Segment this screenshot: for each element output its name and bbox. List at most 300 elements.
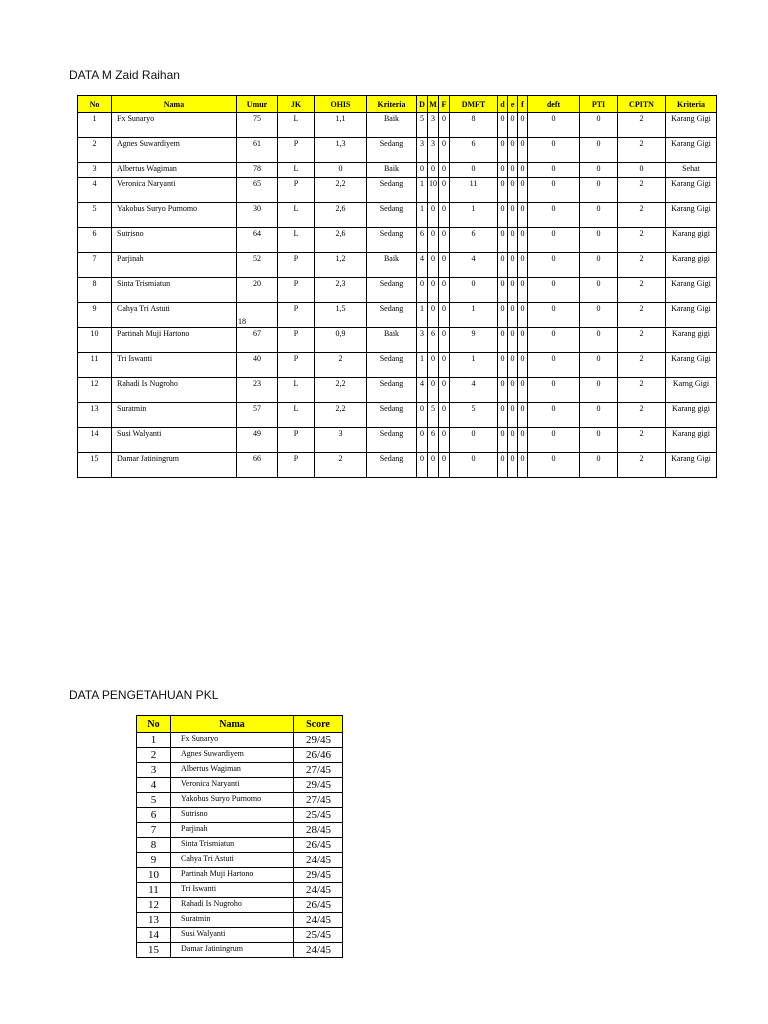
cell-d-small: 0 <box>498 253 508 278</box>
cell-kriteria: Sedang <box>367 278 417 303</box>
cell-score: 25/45 <box>294 928 343 943</box>
cell-f-small: 0 <box>518 163 528 178</box>
cell-e: 0 <box>508 138 518 163</box>
cell-kriteria: Sedang <box>367 353 417 378</box>
cell-score: 26/46 <box>294 748 343 763</box>
cell-f: 0 <box>439 278 450 303</box>
cell-d-small: 0 <box>498 378 508 403</box>
cell-kriteria-2: Karang Gigi <box>666 113 717 138</box>
table-row <box>137 778 343 793</box>
cell-dmft: 1 <box>450 203 498 228</box>
cell-pti: 0 <box>580 303 618 328</box>
cell-nama: Sinta Trismiatun <box>171 838 294 853</box>
cell-deft: 0 <box>528 228 580 253</box>
cell-d-small: 0 <box>498 303 508 328</box>
cell-cpitn: 2 <box>618 303 666 328</box>
cell-cpitn: 2 <box>618 178 666 203</box>
cell-pti: 0 <box>580 228 618 253</box>
cell-d: 4 <box>417 253 428 278</box>
cell-e: 0 <box>508 453 518 478</box>
cell-cpitn: 2 <box>618 353 666 378</box>
header-deft: deft <box>528 96 580 113</box>
cell-cpitn: 2 <box>618 253 666 278</box>
cell-kriteria: Sedang <box>367 428 417 453</box>
table-row <box>78 353 717 378</box>
cell-nama: Agnes Suwardiyem <box>171 748 294 763</box>
cell-d-small: 0 <box>498 163 508 178</box>
table-row <box>137 838 343 853</box>
cell-f-small: 0 <box>518 253 528 278</box>
cell-nama: Yakobus Suryo Purnomo <box>112 203 237 228</box>
table-row <box>78 428 717 453</box>
cell-e: 0 <box>508 163 518 178</box>
cell-cpitn: 2 <box>618 378 666 403</box>
cell-umur: 49 <box>237 428 278 453</box>
cell-kriteria-2: Karang Gigi <box>666 203 717 228</box>
cell-jk: P <box>278 353 315 378</box>
cell-deft: 0 <box>528 403 580 428</box>
cell-ohis: 2,3 <box>315 278 367 303</box>
cell-f: 0 <box>439 428 450 453</box>
table-row <box>137 868 343 883</box>
cell-f: 0 <box>439 253 450 278</box>
cell-dmft: 0 <box>450 278 498 303</box>
header-e: e <box>508 96 518 113</box>
cell-cpitn: 2 <box>618 113 666 138</box>
cell-f: 0 <box>439 113 450 138</box>
cell-f-small: 0 <box>518 228 528 253</box>
cell-deft: 0 <box>528 178 580 203</box>
cell-jk: P <box>278 253 315 278</box>
cell-nama: Fx Sunaryo <box>171 733 294 748</box>
cell-no: 4 <box>137 778 171 793</box>
table-row <box>137 763 343 778</box>
cell-e: 0 <box>508 253 518 278</box>
cell-dmft: 0 <box>450 428 498 453</box>
cell-jk: P <box>278 138 315 163</box>
cell-kriteria: Sedang <box>367 178 417 203</box>
cell-nama: Parjinah <box>171 823 294 838</box>
cell-cpitn: 2 <box>618 278 666 303</box>
cell-kriteria-2: Karang gigi <box>666 253 717 278</box>
cell-m: 6 <box>428 328 439 353</box>
cell-nama: Sutrisno <box>112 228 237 253</box>
cell-nama: Suratmin <box>171 913 294 928</box>
cell-nama: Cahya Tri Astuti <box>112 303 237 328</box>
cell-nama: Partinah Muji Hartono <box>112 328 237 353</box>
cell-d: 6 <box>417 228 428 253</box>
header-f: F <box>439 96 450 113</box>
cell-deft: 0 <box>528 328 580 353</box>
cell-kriteria: Sedang <box>367 228 417 253</box>
cell-m: 6 <box>428 428 439 453</box>
header-nama: Nama <box>171 716 294 733</box>
cell-f-small: 0 <box>518 178 528 203</box>
table-row <box>137 733 343 748</box>
cell-nama: Agnes Suwardiyem <box>112 138 237 163</box>
cell-no: 9 <box>78 303 112 328</box>
cell-pti: 0 <box>580 403 618 428</box>
cell-deft: 0 <box>528 428 580 453</box>
cell-umur: 40 <box>237 353 278 378</box>
cell-pti: 0 <box>580 353 618 378</box>
cell-kriteria: Sedang <box>367 303 417 328</box>
cell-no: 8 <box>137 838 171 853</box>
cell-e: 0 <box>508 403 518 428</box>
cell-jk: P <box>278 178 315 203</box>
cell-umur: 67 <box>237 328 278 353</box>
cell-d: 1 <box>417 303 428 328</box>
header-f-small: f <box>518 96 528 113</box>
cell-no: 9 <box>137 853 171 868</box>
cell-no: 13 <box>78 403 112 428</box>
cell-m: 0 <box>428 303 439 328</box>
cell-m: 0 <box>428 253 439 278</box>
cell-nama: Parjinah <box>112 253 237 278</box>
cell-nama: Fx Sunaryo <box>112 113 237 138</box>
cell-cpitn: 2 <box>618 403 666 428</box>
cell-d: 1 <box>417 353 428 378</box>
cell-deft: 0 <box>528 253 580 278</box>
cell-d: 0 <box>417 163 428 178</box>
table-header-row <box>137 716 343 733</box>
cell-f-small: 0 <box>518 353 528 378</box>
section-title-zaid-raihan: DATA M Zaid Raihan <box>69 68 180 82</box>
cell-nama: Cahya Tri Astuti <box>171 853 294 868</box>
cell-e: 0 <box>508 428 518 453</box>
cell-umur: 61 <box>237 138 278 163</box>
cell-nama: Veronica Naryanti <box>112 178 237 203</box>
header-kriteria: Kriteria <box>367 96 417 113</box>
cell-m: 3 <box>428 138 439 163</box>
cell-nama: Partinah Muji Hartono <box>171 868 294 883</box>
cell-m: 0 <box>428 228 439 253</box>
cell-jk: L <box>278 113 315 138</box>
cell-umur: 65 <box>237 178 278 203</box>
cell-score: 24/45 <box>294 943 343 958</box>
cell-d: 1 <box>417 178 428 203</box>
table-row <box>137 928 343 943</box>
cell-kriteria: Baik <box>367 163 417 178</box>
cell-d-small: 0 <box>498 353 508 378</box>
header-no: No <box>137 716 171 733</box>
cell-umur: 23 <box>237 378 278 403</box>
cell-kriteria-2: Karang gigi <box>666 228 717 253</box>
header-nama: Nama <box>112 96 237 113</box>
cell-no: 14 <box>137 928 171 943</box>
header-pti: PTI <box>580 96 618 113</box>
cell-ohis: 0,9 <box>315 328 367 353</box>
cell-ohis: 1,1 <box>315 113 367 138</box>
cell-f: 0 <box>439 163 450 178</box>
cell-nama: Albertus Wagiman <box>112 163 237 178</box>
table-row <box>78 178 717 203</box>
cell-no: 6 <box>137 808 171 823</box>
cell-ohis: 2,6 <box>315 203 367 228</box>
cell-m: 0 <box>428 353 439 378</box>
cell-dmft: 4 <box>450 378 498 403</box>
cell-e: 0 <box>508 203 518 228</box>
header-cpitn: CPITN <box>618 96 666 113</box>
cell-ohis: 1,3 <box>315 138 367 163</box>
cell-d: 0 <box>417 278 428 303</box>
cell-cpitn: 2 <box>618 453 666 478</box>
cell-score: 27/45 <box>294 793 343 808</box>
cell-no: 1 <box>137 733 171 748</box>
cell-no: 2 <box>78 138 112 163</box>
cell-d-small: 0 <box>498 428 508 453</box>
table-row <box>137 883 343 898</box>
cell-d: 0 <box>417 428 428 453</box>
cell-umur: 52 <box>237 253 278 278</box>
cell-cpitn: 2 <box>618 328 666 353</box>
cell-kriteria-2: Karang Gigi <box>666 353 717 378</box>
cell-cpitn: 2 <box>618 138 666 163</box>
cell-jk: P <box>278 453 315 478</box>
cell-cpitn: 2 <box>618 428 666 453</box>
cell-pti: 0 <box>580 278 618 303</box>
cell-kriteria-2: Karng Gigi <box>666 378 717 403</box>
cell-no: 12 <box>137 898 171 913</box>
cell-e: 0 <box>508 278 518 303</box>
cell-m: 0 <box>428 453 439 478</box>
cell-dmft: 8 <box>450 113 498 138</box>
header-kriteria-2: Kriteria <box>666 96 717 113</box>
cell-deft: 0 <box>528 378 580 403</box>
header-score: Score <box>294 716 343 733</box>
cell-ohis: 2 <box>315 353 367 378</box>
table-row <box>137 943 343 958</box>
cell-d-small: 0 <box>498 403 508 428</box>
cell-m: 0 <box>428 163 439 178</box>
cell-ohis: 2,2 <box>315 378 367 403</box>
cell-no: 7 <box>78 253 112 278</box>
cell-umur: 20 <box>237 278 278 303</box>
cell-ohis: 1,2 <box>315 253 367 278</box>
cell-kriteria-2: Sehat <box>666 163 717 178</box>
cell-f-small: 0 <box>518 428 528 453</box>
cell-dmft: 0 <box>450 163 498 178</box>
cell-d: 3 <box>417 328 428 353</box>
cell-pti: 0 <box>580 113 618 138</box>
cell-deft: 0 <box>528 138 580 163</box>
table-row <box>78 163 717 178</box>
cell-score: 26/45 <box>294 898 343 913</box>
cell-jk: L <box>278 228 315 253</box>
cell-pti: 0 <box>580 453 618 478</box>
cell-d: 5 <box>417 113 428 138</box>
cell-kriteria-2: Karang gigi <box>666 328 717 353</box>
cell-score: 27/45 <box>294 763 343 778</box>
cell-f-small: 0 <box>518 303 528 328</box>
cell-jk: L <box>278 403 315 428</box>
cell-deft: 0 <box>528 203 580 228</box>
cell-dmft: 11 <box>450 178 498 203</box>
table-row <box>78 378 717 403</box>
cell-jk: L <box>278 203 315 228</box>
cell-no: 5 <box>137 793 171 808</box>
table-row <box>78 278 717 303</box>
cell-e: 0 <box>508 328 518 353</box>
cell-d-small: 0 <box>498 328 508 353</box>
cell-pti: 0 <box>580 328 618 353</box>
cell-f-small: 0 <box>518 453 528 478</box>
cell-kriteria-2: Karang Gigi <box>666 178 717 203</box>
cell-nama: Yakobus Suryo Purnomo <box>171 793 294 808</box>
cell-e: 0 <box>508 113 518 138</box>
cell-kriteria: Sedang <box>367 138 417 163</box>
table-row <box>78 328 717 353</box>
cell-f: 0 <box>439 228 450 253</box>
cell-pti: 0 <box>580 138 618 163</box>
cell-no: 3 <box>137 763 171 778</box>
cell-nama: Susi Walyanti <box>171 928 294 943</box>
cell-jk: L <box>278 378 315 403</box>
cell-no: 13 <box>137 913 171 928</box>
cell-dmft: 5 <box>450 403 498 428</box>
cell-dmft: 4 <box>450 253 498 278</box>
cell-no: 15 <box>78 453 112 478</box>
cell-kriteria-2: Karang Gigi <box>666 453 717 478</box>
header-umur: Umur <box>237 96 278 113</box>
cell-umur: 75 <box>237 113 278 138</box>
cell-kriteria: Sedang <box>367 203 417 228</box>
cell-m: 0 <box>428 278 439 303</box>
cell-no: 10 <box>78 328 112 353</box>
cell-d: 0 <box>417 403 428 428</box>
cell-deft: 0 <box>528 278 580 303</box>
cell-ohis: 1,5 <box>315 303 367 328</box>
cell-kriteria-2: Karang gigi <box>666 428 717 453</box>
header-d-small: d <box>498 96 508 113</box>
cell-jk: L <box>278 163 315 178</box>
cell-kriteria: Baik <box>367 113 417 138</box>
cell-dmft: 1 <box>450 303 498 328</box>
cell-d-small: 0 <box>498 278 508 303</box>
cell-dmft: 0 <box>450 453 498 478</box>
cell-ohis: 2,2 <box>315 178 367 203</box>
cell-d-small: 0 <box>498 138 508 163</box>
cell-no: 11 <box>137 883 171 898</box>
cell-kriteria: Sedang <box>367 378 417 403</box>
cell-f: 0 <box>439 403 450 428</box>
cell-kriteria-2: Karang Gigi <box>666 303 717 328</box>
cell-pti: 0 <box>580 163 618 178</box>
cell-d: 3 <box>417 138 428 163</box>
table-header-row <box>78 96 717 113</box>
header-no: No <box>78 96 112 113</box>
cell-kriteria-2: Karang Gigi <box>666 138 717 163</box>
header-d: D <box>417 96 428 113</box>
cell-score: 29/45 <box>294 778 343 793</box>
cell-dmft: 9 <box>450 328 498 353</box>
cell-f-small: 0 <box>518 138 528 163</box>
cell-umur: 64 <box>237 228 278 253</box>
cell-no: 6 <box>78 228 112 253</box>
cell-e: 0 <box>508 353 518 378</box>
cell-d-small: 0 <box>498 178 508 203</box>
table-row <box>78 113 717 138</box>
table-row <box>78 253 717 278</box>
cell-d: 0 <box>417 453 428 478</box>
cell-pti: 0 <box>580 378 618 403</box>
cell-score: 26/45 <box>294 838 343 853</box>
cell-no: 3 <box>78 163 112 178</box>
cell-m: 0 <box>428 203 439 228</box>
cell-pti: 0 <box>580 253 618 278</box>
cell-score: 24/45 <box>294 883 343 898</box>
cell-jk: P <box>278 428 315 453</box>
cell-jk: P <box>278 278 315 303</box>
cell-d-small: 0 <box>498 113 508 138</box>
cell-cpitn: 2 <box>618 228 666 253</box>
cell-cpitn: 2 <box>618 203 666 228</box>
patient-data-table <box>77 95 717 478</box>
cell-f: 0 <box>439 353 450 378</box>
cell-f-small: 0 <box>518 378 528 403</box>
cell-nama: Damar Jatiningrum <box>112 453 237 478</box>
cell-m: 3 <box>428 113 439 138</box>
cell-ohis: 2,2 <box>315 403 367 428</box>
cell-no: 11 <box>78 353 112 378</box>
table-row <box>137 793 343 808</box>
cell-nama: Susi Walyanti <box>112 428 237 453</box>
cell-no: 5 <box>78 203 112 228</box>
cell-f: 0 <box>439 178 450 203</box>
header-dmft: DMFT <box>450 96 498 113</box>
cell-jk: P <box>278 328 315 353</box>
cell-no: 12 <box>78 378 112 403</box>
table-row <box>137 913 343 928</box>
cell-nama: Suratmin <box>112 403 237 428</box>
cell-score: 24/45 <box>294 913 343 928</box>
cell-nama: Tri Iswanti <box>171 883 294 898</box>
header-ohis: OHIS <box>315 96 367 113</box>
cell-umur: 18 <box>237 303 278 328</box>
cell-e: 0 <box>508 228 518 253</box>
cell-score: 29/45 <box>294 733 343 748</box>
cell-umur: 66 <box>237 453 278 478</box>
table-row <box>78 453 717 478</box>
cell-umur: 30 <box>237 203 278 228</box>
cell-f-small: 0 <box>518 113 528 138</box>
cell-e: 0 <box>508 178 518 203</box>
cell-f: 0 <box>439 303 450 328</box>
table-row <box>137 823 343 838</box>
cell-e: 0 <box>508 378 518 403</box>
cell-ohis: 2 <box>315 453 367 478</box>
table-row <box>78 403 717 428</box>
cell-e: 0 <box>508 303 518 328</box>
cell-dmft: 6 <box>450 228 498 253</box>
cell-nama: Veronica Naryanti <box>171 778 294 793</box>
cell-nama: Rahadi Is Nugroho <box>112 378 237 403</box>
cell-score: 25/45 <box>294 808 343 823</box>
cell-kriteria: Baik <box>367 328 417 353</box>
cell-pti: 0 <box>580 203 618 228</box>
cell-jk: P <box>278 303 315 328</box>
cell-score: 28/45 <box>294 823 343 838</box>
cell-deft: 0 <box>528 353 580 378</box>
table-row <box>78 138 717 163</box>
cell-f: 0 <box>439 453 450 478</box>
cell-pti: 0 <box>580 428 618 453</box>
cell-kriteria-2: Karang gigi <box>666 403 717 428</box>
cell-no: 8 <box>78 278 112 303</box>
cell-no: 2 <box>137 748 171 763</box>
header-jk: JK <box>278 96 315 113</box>
cell-no: 1 <box>78 113 112 138</box>
